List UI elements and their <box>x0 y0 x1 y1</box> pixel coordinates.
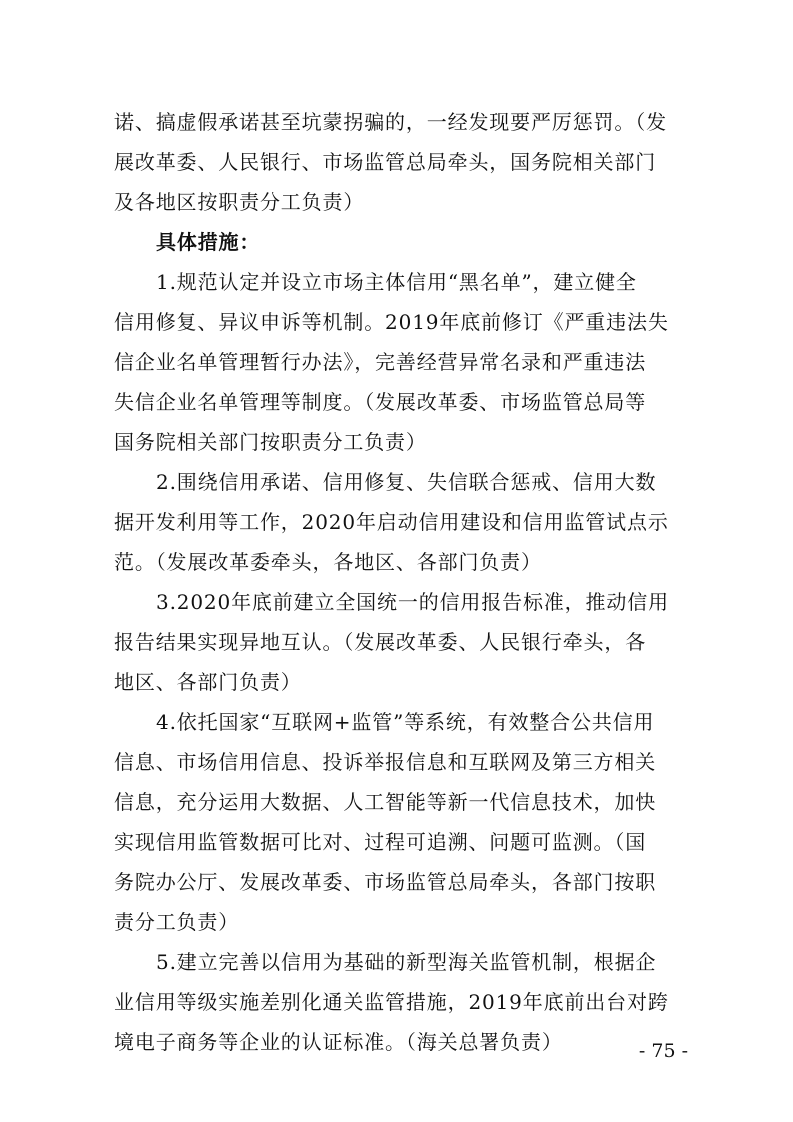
text-line: 实现信用监管数据可比对、过程可追溯、问题可监测。（国 <box>114 830 647 854</box>
text-line: 范。（发展改革委牵头，各地区、各部门负责） <box>114 550 542 574</box>
text-line: 境电子商务等企业的认证标准。（海关总署负责） <box>114 1030 563 1054</box>
text-line: 信企业名单管理暂行办法》，完善经营异常名录和严重违法 <box>114 350 647 374</box>
text-line: 3.2020年底前建立全国统一的信用报告标准，推动信用 <box>156 590 669 614</box>
text-line: 信息，充分运用大数据、人工智能等新一代信息技术，加快 <box>114 790 657 814</box>
text-line: 信用修复、异议申诉等机制。2019年底前修订《严重违法失 <box>114 310 669 334</box>
text-line: 务院办公厅、发展改革委、市场监管总局牵头，各部门按职 <box>114 870 657 894</box>
document-body <box>114 102 684 1062</box>
page-number: - 75 - <box>638 1040 688 1062</box>
text-line: 国务院相关部门按职责分工负责） <box>114 430 427 454</box>
text-line: 业信用等级实施差别化通关监管措施，2019年底前出台对跨 <box>114 990 669 1014</box>
section-heading: 具体措施： <box>156 230 261 254</box>
text-line: 据开发利用等工作，2020年启动信用建设和信用监管试点示 <box>114 510 669 534</box>
text-line: 信息、市场信用信息、投诉举报信息和互联网及第三方相关 <box>114 750 657 774</box>
text-line: 责分工负责） <box>114 910 240 934</box>
text-line: 4.依托国家“互联网+监管”等系统，有效整合公共信用 <box>156 710 655 734</box>
text-line: 报告结果实现异地互认。（发展改革委、人民银行牵头，各 <box>114 630 647 654</box>
text-line: 2.围绕信用承诺、信用修复、失信联合惩戒、信用大数 <box>156 470 657 494</box>
text-line: 及各地区按职责分工负责） <box>114 190 365 214</box>
text-line: 展改革委、人民银行、市场监管总局牵头，国务院相关部门 <box>114 150 657 174</box>
text-line: 5.建立完善以信用为基础的新型海关监管机制，根据企 <box>156 950 657 974</box>
text-line: 诺、搞虚假承诺甚至坑蒙拐骗的，一经发现要严厉惩罚。（发 <box>114 110 667 134</box>
text-line: 失信企业名单管理等制度。（发展改革委、市场监管总局等 <box>114 390 647 414</box>
text-line: 1.规范认定并设立市场主体信用“黑名单”，建立健全 <box>156 270 637 294</box>
text-line: 地区、各部门负责） <box>114 670 302 694</box>
